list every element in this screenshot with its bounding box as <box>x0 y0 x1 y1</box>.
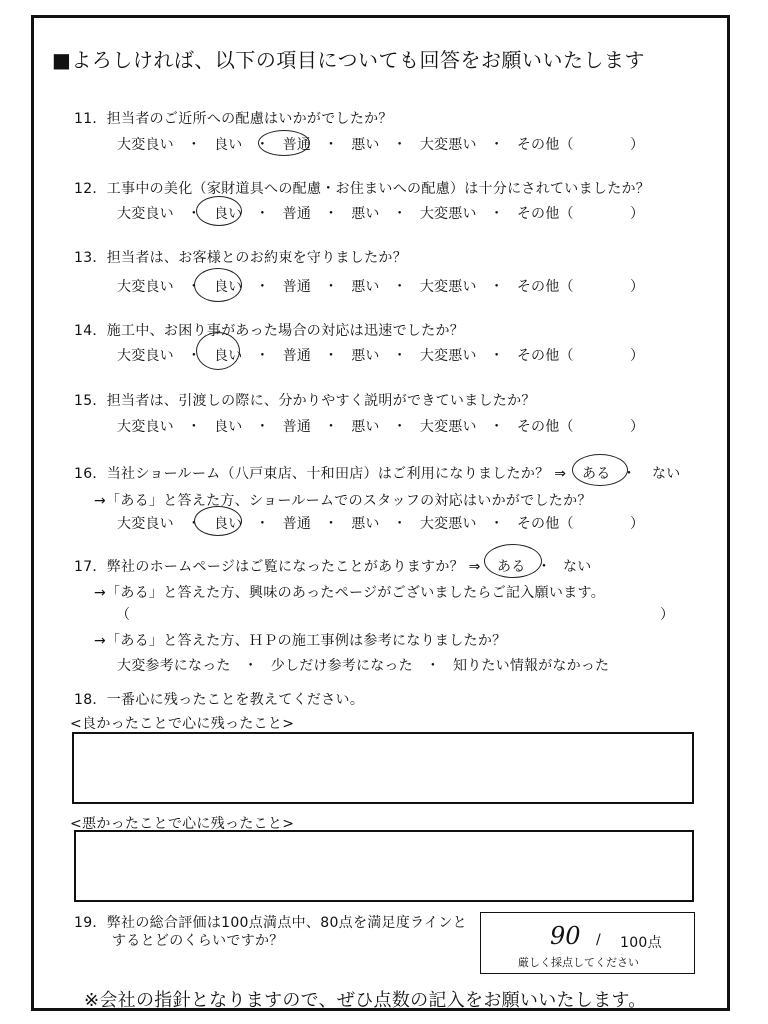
good-memory-textbox[interactable] <box>72 732 694 804</box>
q12-other-close: ） <box>630 206 645 222</box>
question-19-line2: するとどのくらいですか？ <box>112 933 284 949</box>
q16-answer-circle <box>572 454 628 486</box>
option-bad[interactable]: 悪い <box>351 206 380 222</box>
question-16: 16．当社ショールーム（八戸東店、十和田店）はご利用になりましたか？ ⇒ <box>74 466 567 482</box>
question-18: 18．一番心に残ったことを教えてください。 <box>74 692 365 708</box>
option-good[interactable]: 良い <box>214 137 243 153</box>
q16-separator: ・ <box>622 466 637 482</box>
option-other[interactable]: その他（ <box>516 279 574 295</box>
option-very-good[interactable]: 大変良い <box>117 137 174 153</box>
score-hint: 厳しく採点してください <box>518 956 639 969</box>
q16-followup: →「ある」と答えた方、ショールームでのスタッフの対応はいかがでしたか？ <box>94 493 592 509</box>
score-max: 100点 <box>620 935 662 951</box>
q14-other-close: ） <box>630 348 645 364</box>
q13-other-close: ） <box>630 279 645 295</box>
option-normal[interactable]: 普通 <box>282 419 312 435</box>
good-memory-label: <良かったことで心に残ったこと> <box>70 716 295 732</box>
option-good[interactable]: 良い <box>214 419 243 435</box>
q17-yes-option[interactable]: ある <box>497 559 526 575</box>
option-normal[interactable]: 普通 <box>282 137 312 153</box>
option-good[interactable]: 良い <box>214 516 243 532</box>
option-very-good[interactable]: 大変良い <box>117 419 174 435</box>
q13-answer-circle <box>194 268 242 302</box>
option-not-helpful[interactable]: 知りたい情報がなかった <box>453 658 610 674</box>
q17-no-option[interactable]: ない <box>563 559 592 575</box>
q12-options: 大変良い ・ 良い ・ 普通 ・ 悪い ・ 大変悪い ・ その他（ <box>117 203 574 223</box>
option-very-bad[interactable]: 大変悪い <box>419 279 477 295</box>
q16-no-option[interactable]: ない <box>652 466 681 482</box>
option-very-good[interactable]: 大変良い <box>117 516 174 532</box>
q12-answer-circle <box>196 196 242 226</box>
option-bad[interactable]: 悪い <box>351 279 380 295</box>
q11-other-close: ） <box>630 137 645 153</box>
option-other[interactable]: その他（ <box>516 516 574 532</box>
bad-memory-label: <悪かったことで心に残ったこと> <box>70 816 295 832</box>
option-very-bad[interactable]: 大変悪い <box>419 137 477 153</box>
q11-answer-circle <box>258 130 310 156</box>
option-other[interactable]: その他（ <box>516 206 574 222</box>
q16-followup-options: 大変良い ・ 良い ・ 普通 ・ 悪い ・ 大変悪い ・ その他（ <box>117 513 574 533</box>
q17-separator: ・ <box>537 559 552 575</box>
page-title: ■よろしければ、以下の項目についても回答をお願いいたします <box>52 48 645 72</box>
q16-other-close: ） <box>630 516 645 532</box>
q15-other-close: ） <box>630 419 645 435</box>
q15-options: 大変良い ・ 良い ・ 普通 ・ 悪い ・ 大変悪い ・ その他（ <box>117 416 574 436</box>
option-very-helpful[interactable]: 大変参考になった <box>117 658 231 674</box>
option-normal[interactable]: 普通 <box>282 206 312 222</box>
option-good[interactable]: 良い <box>214 279 243 295</box>
option-somewhat-helpful[interactable]: 少しだけ参考になった <box>270 658 413 674</box>
option-very-good[interactable]: 大変良い <box>117 279 174 295</box>
q17-answer-paren-close: ） <box>660 607 675 623</box>
option-good[interactable]: 良い <box>214 348 243 364</box>
question-12: 12．工事中の美化（家財道具への配慮・お住まいへの配慮）は十分にされていましたか？ <box>74 181 651 197</box>
option-normal[interactable]: 普通 <box>282 516 312 532</box>
option-very-bad[interactable]: 大変悪い <box>419 516 477 532</box>
option-very-good[interactable]: 大変良い <box>117 206 174 222</box>
question-11: 11．担当者のご近所への配慮はいかがでしたか？ <box>74 111 393 127</box>
q17-followup-options: 大変参考になった ・ 少しだけ参考になった ・ 知りたい情報がなかった <box>117 655 609 675</box>
option-very-bad[interactable]: 大変悪い <box>419 348 477 364</box>
option-very-bad[interactable]: 大変悪い <box>419 419 477 435</box>
option-other[interactable]: その他（ <box>516 137 574 153</box>
option-very-bad[interactable]: 大変悪い <box>419 206 477 222</box>
option-bad[interactable]: 悪い <box>351 137 380 153</box>
q13-options: 大変良い ・ 良い ・ 普通 ・ 悪い ・ 大変悪い ・ その他（ <box>117 276 574 296</box>
q17-answer-circle <box>484 544 542 578</box>
option-good[interactable]: 良い <box>214 206 243 222</box>
score-slash: / <box>596 932 602 948</box>
question-19-line1: 19．弊社の総合評価は100点満点中、80点を満足度ラインと <box>74 915 467 931</box>
option-bad[interactable]: 悪い <box>351 419 380 435</box>
bad-memory-textbox[interactable] <box>74 830 694 902</box>
option-bad[interactable]: 悪い <box>351 516 380 532</box>
score-value: 90 <box>550 922 581 950</box>
q17-followup-2: →「ある」と答えた方、ＨＰの施工事例は参考になりましたか？ <box>94 633 507 649</box>
option-other[interactable]: その他（ <box>516 419 574 435</box>
option-normal[interactable]: 普通 <box>282 348 312 364</box>
question-13: 13．担当者は、お客様とのお約束を守りましたか？ <box>74 250 408 266</box>
q17-answer-paren-open: （ <box>116 607 131 623</box>
q14-options: 大変良い ・ 良い ・ 普通 ・ 悪い ・ 大変悪い ・ その他（ <box>117 345 574 365</box>
option-other[interactable]: その他（ <box>516 348 574 364</box>
question-15: 15．担当者は、引渡しの際に、分かりやすく説明ができていましたか？ <box>74 393 536 409</box>
option-bad[interactable]: 悪い <box>351 348 380 364</box>
question-14: 14．施工中、お困り事があった場合の対応は迅速でしたか？ <box>74 323 465 339</box>
q16-yes-option[interactable]: ある <box>582 466 611 482</box>
q14-answer-circle <box>196 332 243 370</box>
q16-followup-answer-circle <box>194 506 242 536</box>
q17-followup-1: →「ある」と答えた方、興味のあったページがございましたらご記入願います。 <box>94 585 605 601</box>
q11-options: 大変良い ・ 良い ・ 普通 ・ 悪い ・ 大変悪い ・ その他（ <box>117 134 574 154</box>
option-very-good[interactable]: 大変良い <box>117 348 174 364</box>
question-17: 17．弊社のホームページはご覧になったことがありますか？ ⇒ <box>74 559 481 575</box>
footer-note: ※会社の指針となりますので、ぜひ点数の記入をお願いいたします。 <box>84 990 647 1011</box>
option-normal[interactable]: 普通 <box>282 279 312 295</box>
